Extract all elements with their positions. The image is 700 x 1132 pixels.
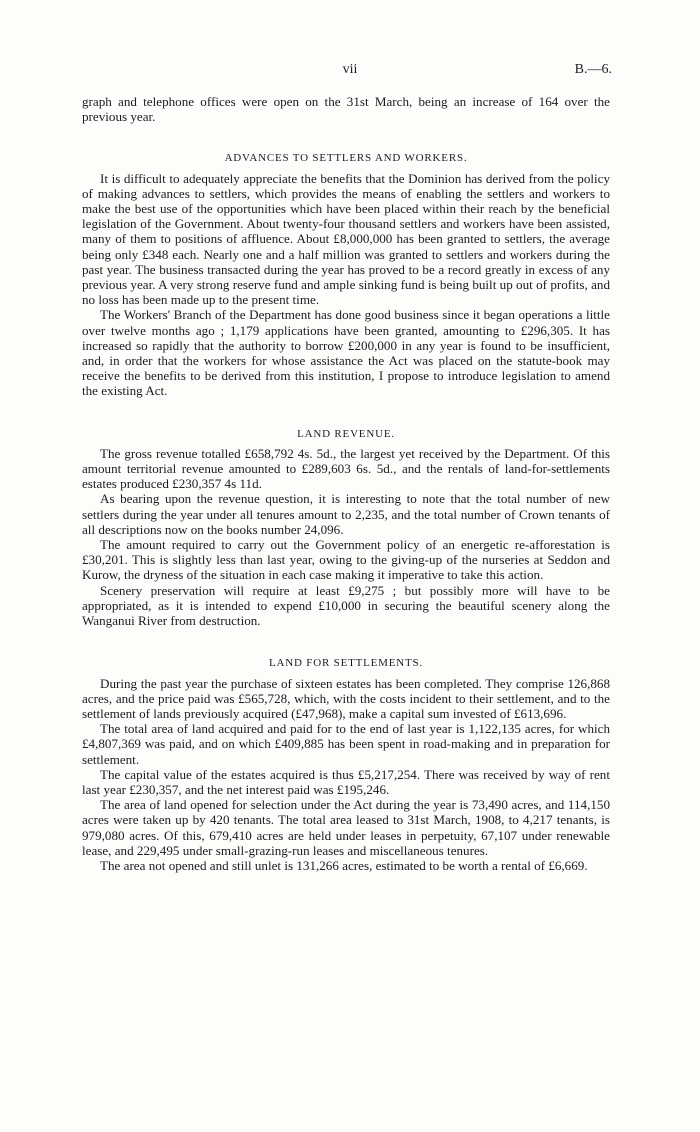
section-heading-land-settlements: LAND FOR SETTLEMENTS. <box>269 657 423 670</box>
land-settlements-paragraph-2: The total area of land acquired and paid for to the end of last year is 1,122,135 acres, for which £4,807,369 was paid, and on which £409,885 has been spent in road-making and in preparation for settlement. <box>82 721 610 767</box>
land-revenue-paragraph-3: The amount required to carry out the Government policy of an energetic re-afforestation is £30,201. This is slightly less than last year, owing to the giving-up of the nurseries at Seddon and Kurow, the dryness of the situation in each case making it imperative to take this action. <box>82 537 610 583</box>
land-revenue-paragraph-1: The gross revenue totalled £658,792 4s. 5d., the largest yet received by the Department. Of this amount territorial revenue amounted to £289,603 6s. 5d., and the rentals of land-for-settlements estates produced £230,357 4s 11d. <box>82 445 610 492</box>
section-heading-advances: ADVANCES TO SETTLERS AND WORKERS. <box>224 152 468 165</box>
advances-paragraph-1: It is difficult to adequately appreciate the benefits that the Dominion has derived from the policy of making advances to settlers, which provides the means of enabling the settlers and workers to make the best use of the opportunities which have been placed within their reach by the beneficial legislation of the Government. About twenty-four thousand settlers and workers have been assisted, many of them to positions of affluence. About £8,000,000 has been granted to settlers, the average being only £348 each. Nearly one and a half million was granted to settlers and workers during the past year. The business transacted during the year has proved to be a record greatly in excess of any previous year. A very strong reserve fund and ample sinking fund is being built up out of profits, and no loss has been made up to the present time. <box>82 170 610 308</box>
land-settlements-paragraph-5: The area not opened and still unlet is 131,266 acres, estimated to be worth a rental of £6,669. <box>100 857 588 873</box>
body-text <box>82 94 610 873</box>
advances-paragraph-2: The Workers' Branch of the Department has done good business since it began operations a little over twelve months ago ; 1,179 applications have been granted, amounting to £296,305. It has increased so rapidly that the authority to borrow £200,000 in any year is found to be insufficient, and, in order that the workers for whose assistance the Act was placed on the statute-book may receive the benefits to be derived from this institution, I propose to introduce legislation to amend the existing Act. <box>82 307 610 399</box>
land-revenue-paragraph-2: As bearing upon the revenue question, it is interesting to note that the total number of new settlers during the year under all tenures amount to 2,235, and the total number of Crown tenants of all descriptions now on the books number 24,096. <box>82 491 610 537</box>
section-heading-land-revenue: LAND REVENUE. <box>297 427 395 440</box>
land-revenue-paragraph-4: Scenery preservation will require at least £9,275 ; but possibly more will have to be appropriated, as it is intended to expend £10,000 in securing the beautiful scenery along the Wanganui River from destruction. <box>82 582 610 629</box>
page-number: vii <box>342 62 358 77</box>
land-settlements-paragraph-1: During the past year the purchase of sixteen estates has been completed. They comprise 126,868 acres, and the price paid was £565,728, which, with the costs incident to their settlement, and to the settlement of lands previously acquired (£47,968), make a capital sum invested of £613,696. <box>82 675 610 721</box>
land-settlements-paragraph-4: The area of land opened for selection under the Act during the year is 73,490 acres, and 114,150 acres were taken up by 420 tenants. The total area leased to 31st March, 1908, to 4,217 tenants, is 979,080 acres. Of this, 679,410 acres are held under leases in perpetuity, 67,107 under renewable lease, and 229,495 under small-grazing-run leases and miscellaneous tenures. <box>82 797 610 858</box>
document-reference: B.—6. <box>574 62 612 77</box>
intro-paragraph: graph and telephone offices were open on the 31st March, being an increase of 164 over the previous year. <box>82 94 610 125</box>
land-settlements-paragraph-3: The capital value of the estates acquired is thus £5,217,254. There was received by way of rent last year £230,357, and the net interest paid was £195,246. <box>82 766 610 797</box>
